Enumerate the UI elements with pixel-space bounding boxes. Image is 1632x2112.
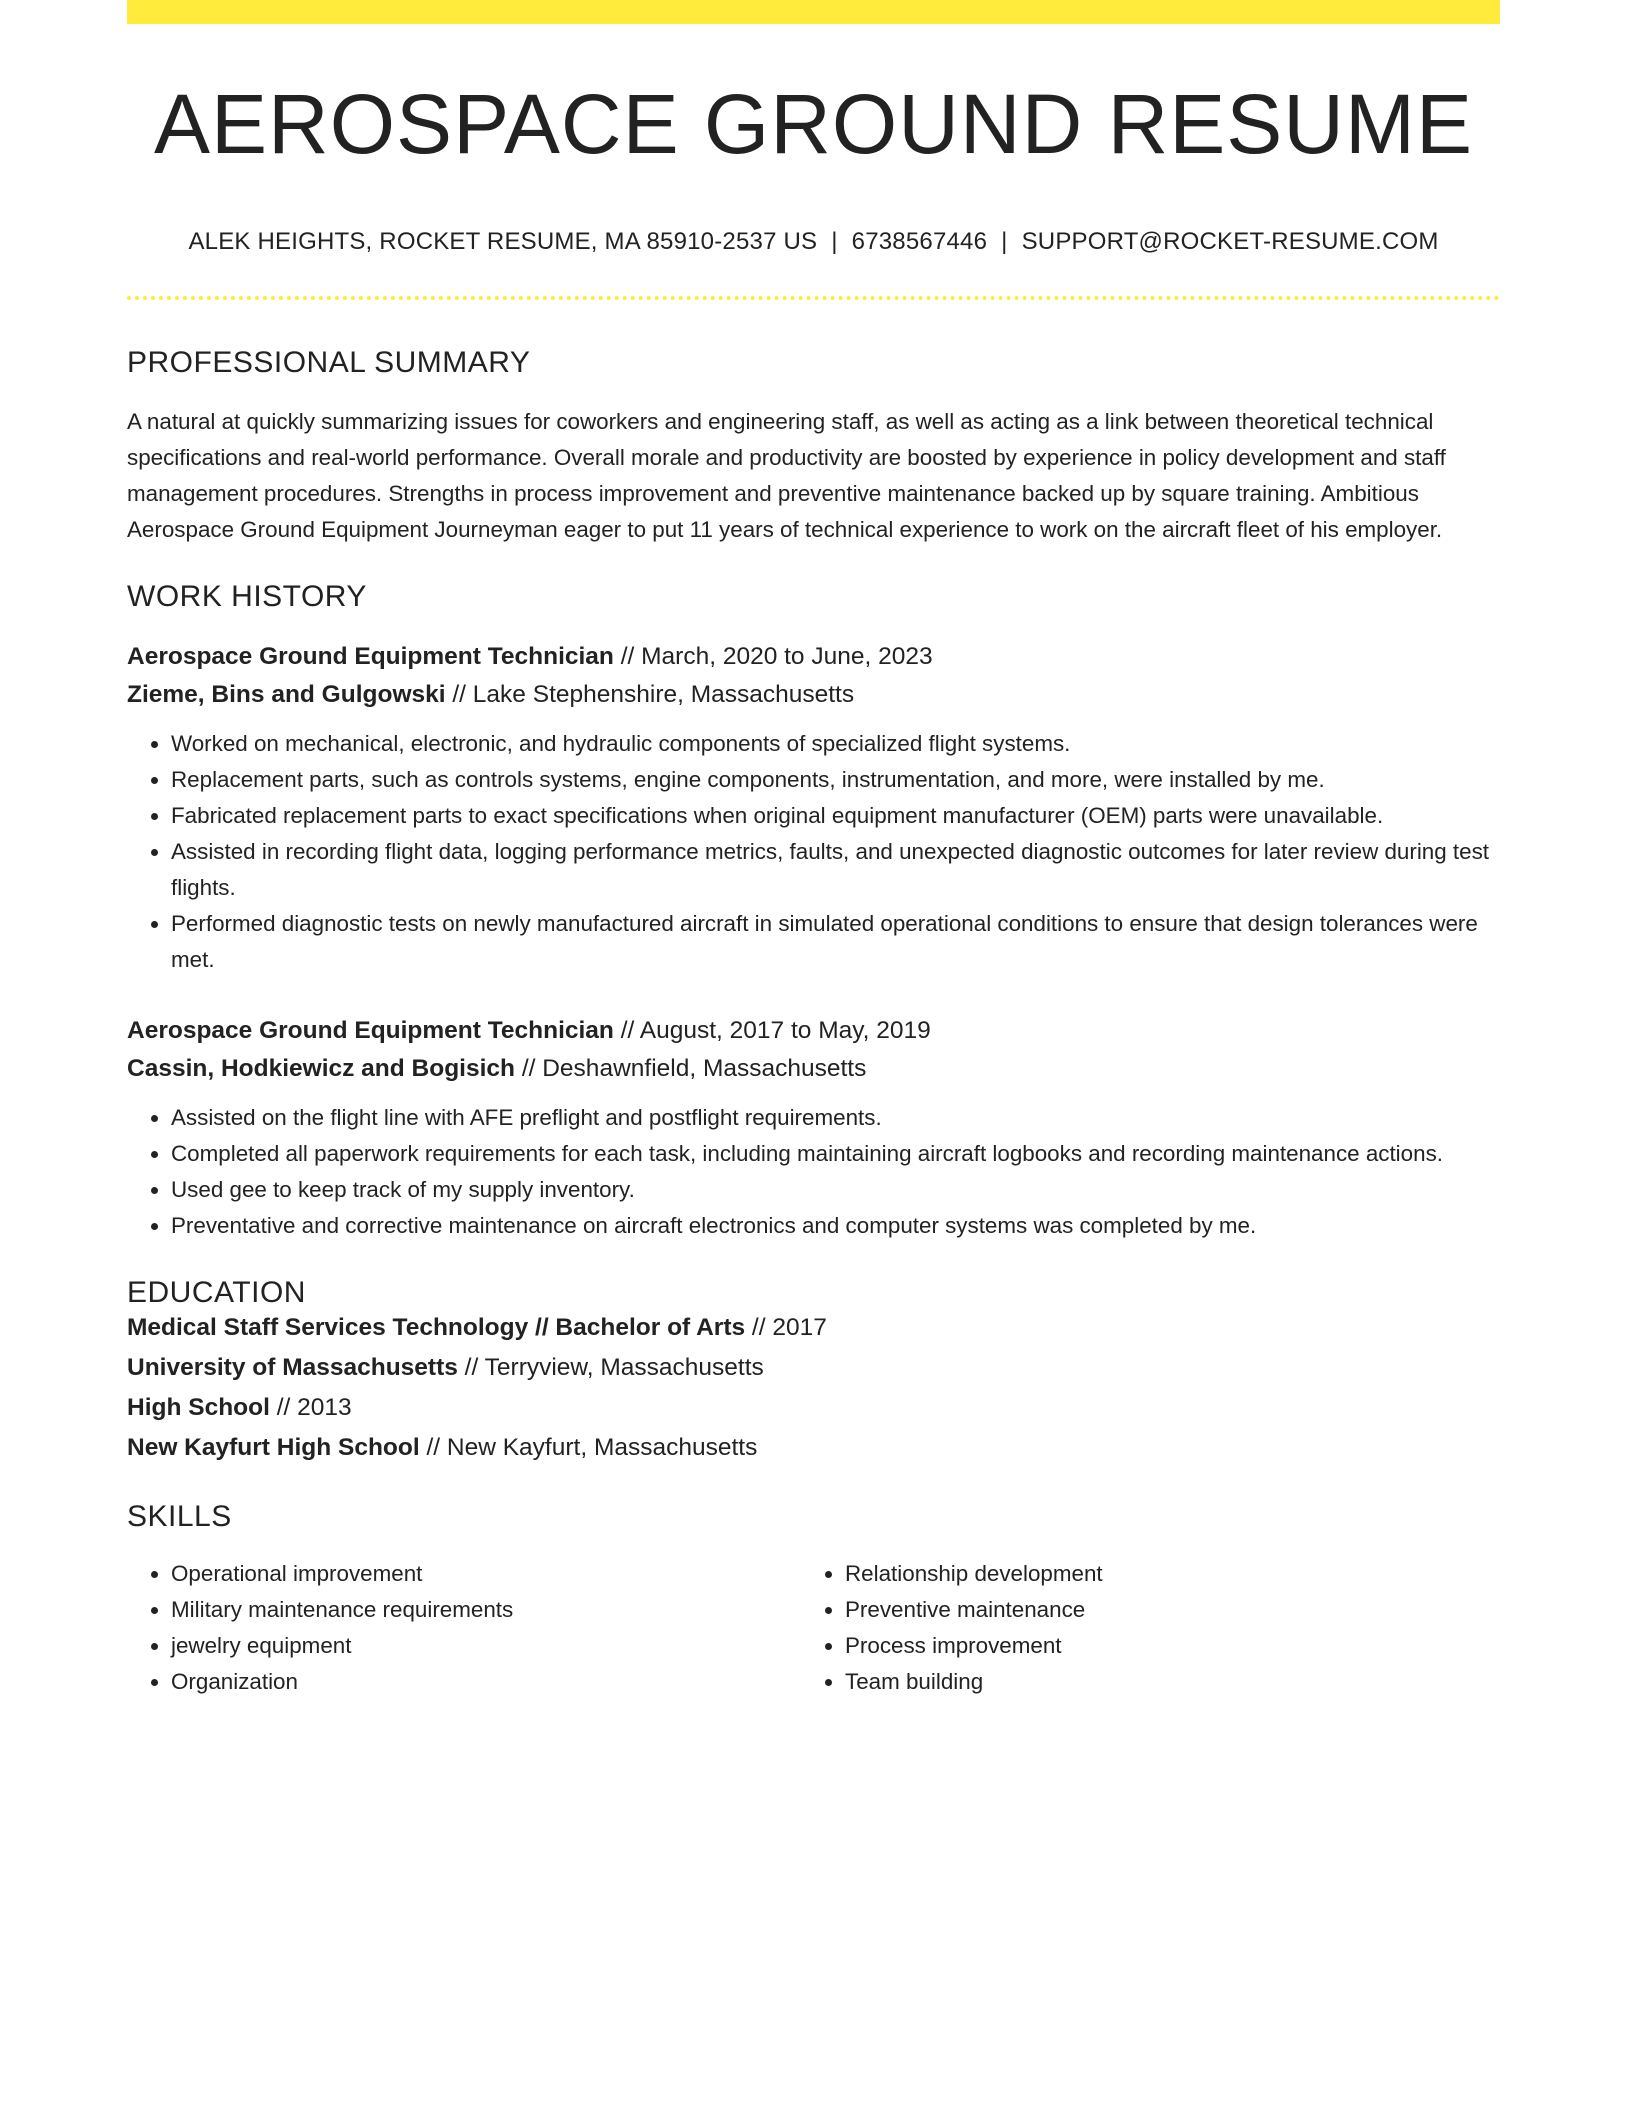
job-bullets: [127, 1100, 1500, 1244]
job-entry: [127, 1012, 1500, 1244]
contact-address: ALEK HEIGHTS, ROCKET RESUME, MA 85910-2537 US: [188, 228, 818, 255]
job-title-line: [127, 1012, 1500, 1050]
skill-item: • Team building: [845, 1664, 1475, 1700]
education-entry: [127, 1388, 1500, 1468]
education-year: // 2013: [269, 1394, 352, 1421]
job-company-line: [127, 676, 1500, 714]
skills-heading: SKILLS: [127, 1500, 232, 1533]
list-item: • Preventative and corrective maintenance on aircraft electronics and computer systems was completed by me.: [171, 1208, 1500, 1244]
job-role: Aerospace Ground Equipment Technician: [127, 643, 614, 670]
skill-item: • Preventive maintenance: [845, 1592, 1475, 1628]
contact-email: SUPPORT@ROCKET-RESUME.COM: [1021, 228, 1439, 255]
education-school: University of Massachusetts: [127, 1354, 458, 1381]
job-dates: // August, 2017 to May, 2019: [613, 1017, 931, 1044]
list-item: • Fabricated replacement parts to exact specifications when original equipment manufacturer (OEM) parts were unavailable.: [171, 798, 1500, 834]
summary-heading: PROFESSIONAL SUMMARY: [127, 346, 531, 379]
skills-column-left: [127, 1556, 801, 1700]
skills-column-right: [801, 1556, 1475, 1700]
job-title-line: [127, 638, 1500, 676]
resume-page: [127, 0, 1500, 1700]
skill-item: • Process improvement: [845, 1628, 1475, 1664]
job-dates: // March, 2020 to June, 2023: [613, 643, 933, 670]
top-accent-bar: [127, 0, 1500, 24]
list-item: • Worked on mechanical, electronic, and hydraulic components of specialized flight systems.: [171, 726, 1500, 762]
work-history-heading: WORK HISTORY: [127, 580, 367, 613]
skill-item: • Organization: [171, 1664, 801, 1700]
job-location: // Deshawnfield, Massachusetts: [515, 1055, 867, 1082]
job-location: // Lake Stephenshire, Massachusetts: [445, 681, 855, 708]
skill-item: • Relationship development: [845, 1556, 1475, 1592]
job-bullets: [127, 726, 1500, 978]
education-year: // 2017: [745, 1314, 827, 1341]
education-degree-line: [127, 1388, 1500, 1428]
job-company-line: [127, 1050, 1500, 1088]
education-school: New Kayfurt High School: [127, 1434, 420, 1461]
skills-grid: [127, 1556, 1500, 1700]
contact-phone: 6738567446: [851, 228, 988, 255]
skill-item: • jewelry equipment: [171, 1628, 801, 1664]
education-heading: EDUCATION: [127, 1276, 306, 1309]
education-degree-line: [127, 1308, 1500, 1348]
list-item: • Replacement parts, such as controls systems, engine components, instrumentation, and more, were installed by me.: [171, 762, 1500, 798]
education-school-line: [127, 1348, 1500, 1388]
list-item: • Performed diagnostic tests on newly manufactured aircraft in simulated operational conditions to ensure that design tolerances were met.: [171, 906, 1500, 978]
contact-line: [127, 228, 1500, 256]
education-location: // Terryview, Massachusetts: [457, 1354, 764, 1381]
education-entry: [127, 1308, 1500, 1388]
contact-separator: |: [831, 228, 838, 255]
education-school-line: [127, 1428, 1500, 1468]
job-entry: [127, 638, 1500, 978]
skill-item: • Military maintenance requirements: [171, 1592, 801, 1628]
job-role: Aerospace Ground Equipment Technician: [127, 1017, 614, 1044]
education-location: // New Kayfurt, Massachusetts: [419, 1434, 758, 1461]
resume-title: AEROSPACE GROUND RESUME: [154, 77, 1473, 171]
summary-text: A natural at quickly summarizing issues for coworkers and engineering staff, as well as acting as a link between theoretical technical specifications and real-world performance. Overall morale and productivity are boosted by experience in policy development and staff management procedures. Strengths in process improvement and preventive maintenance backed up by square training. Ambitious Aerospace Ground Equipment Journeyman eager to put 11 years of technical experience to work on the aircraft fleet of his employer.: [127, 409, 1446, 542]
contact-separator: |: [1001, 228, 1008, 255]
job-company: Zieme, Bins and Gulgowski: [127, 681, 446, 708]
job-company: Cassin, Hodkiewicz and Bogisich: [127, 1055, 516, 1082]
list-item: • Used gee to keep track of my supply inventory.: [171, 1172, 1500, 1208]
education-degree: Medical Staff Services Technology // Bachelor of Arts: [127, 1314, 746, 1341]
education-degree: High School: [127, 1394, 270, 1421]
dotted-divider: [127, 296, 1500, 300]
list-item: • Assisted in recording flight data, logging performance metrics, faults, and unexpected diagnostic outcomes for later review during test flights.: [171, 834, 1500, 906]
list-item: • Assisted on the flight line with AFE preflight and postflight requirements.: [171, 1100, 1500, 1136]
skill-item: • Operational improvement: [171, 1556, 801, 1592]
list-item: • Completed all paperwork requirements for each task, including maintaining aircraft logbooks and recording maintenance actions.: [171, 1136, 1500, 1172]
